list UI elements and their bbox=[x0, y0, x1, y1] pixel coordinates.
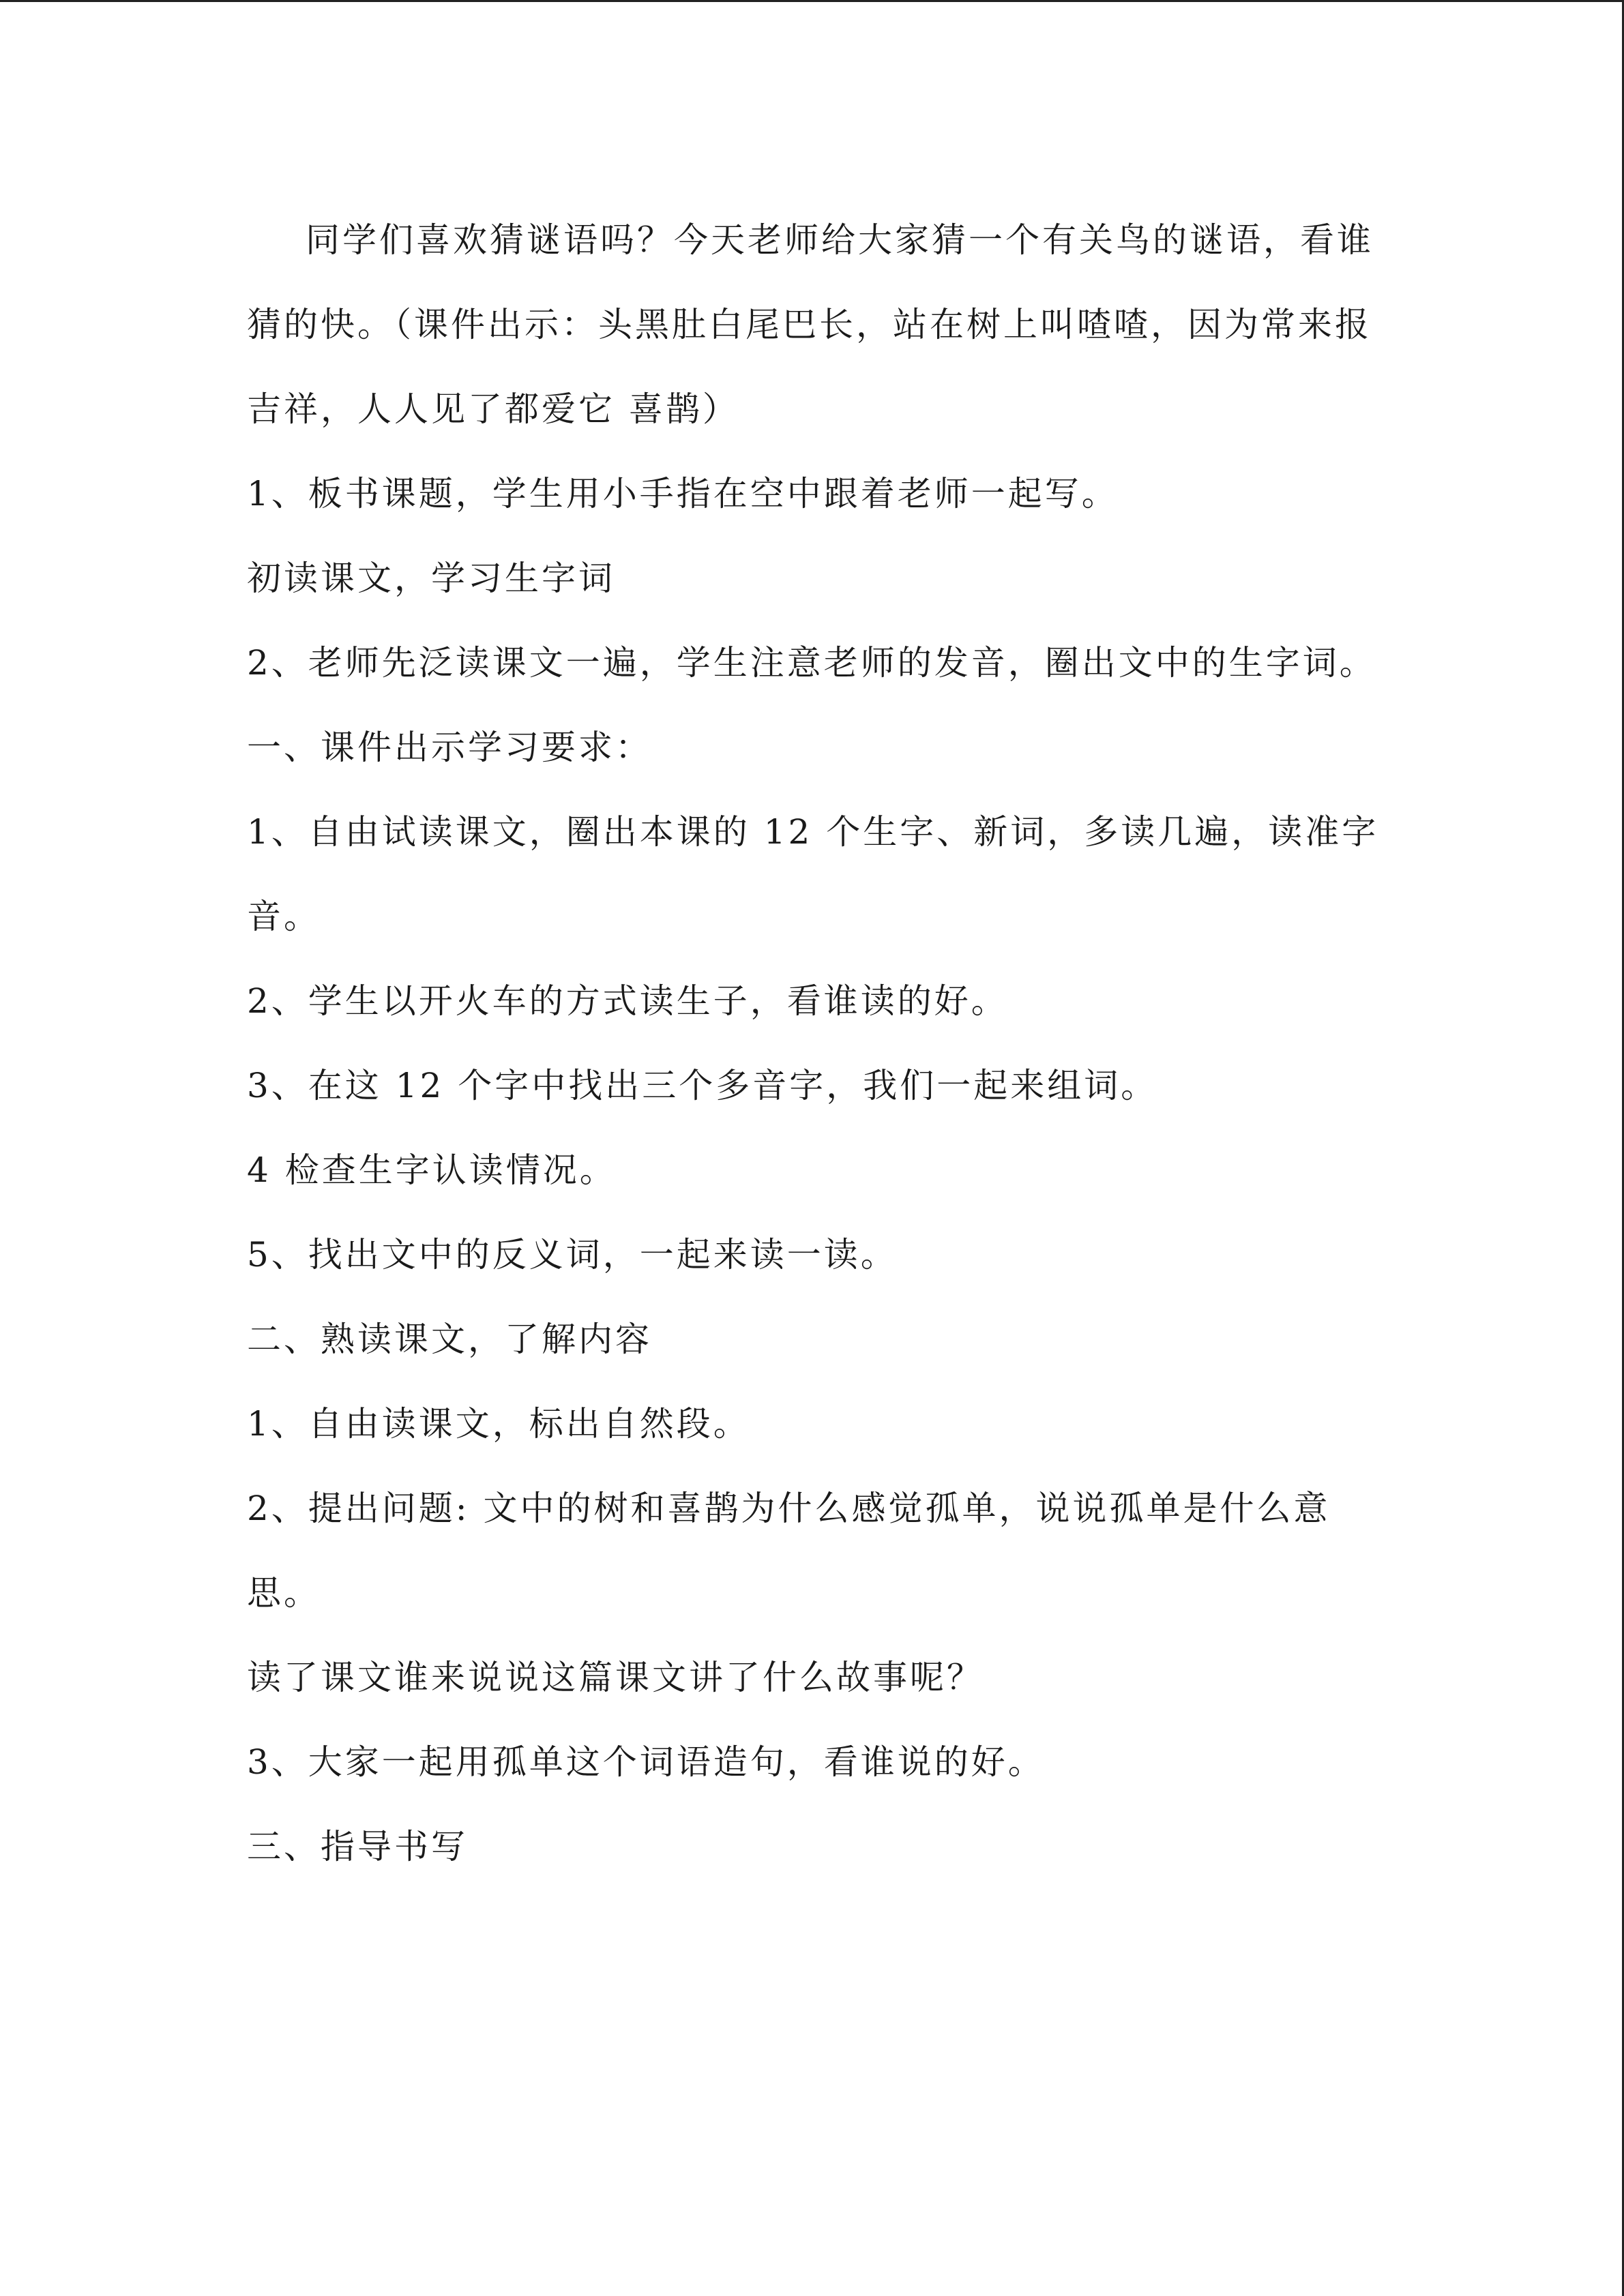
section-two-item-2: 2、提出问题: 文中的树和喜鹊为什么感觉孤单，说说孤单是什么意思。 bbox=[247, 1489, 1331, 1613]
step-write-title: 1、板书课题，学生用小手指在空中跟着老师一起写。 bbox=[247, 474, 1119, 513]
requirement-item-4: 4 检查生字认读情况。 bbox=[247, 1150, 617, 1190]
section-two-item-1: 1、自由读课文，标出自然段。 bbox=[247, 1404, 750, 1444]
requirement-item-3: 3、在这 12 个字中找出三个多音字，我们一起来组词。 bbox=[247, 1066, 1158, 1105]
step-teacher-reading: 2、老师先泛读课文一遍，学生注意老师的发音，圈出文中的生字词。 bbox=[247, 643, 1376, 683]
intro-paragraph: 同学们喜欢猜谜语吗？今天老师给大家猜一个有关鸟的谜语，看谁猜的快。（课件出示：头黑肚白尾巴长，站在树上叫喳喳，因为常来报吉祥，人人见了都爱它 喜鹊） bbox=[247, 220, 1374, 429]
requirement-item-2: 2、学生以开火车的方式读生子，看谁读的好。 bbox=[247, 981, 1008, 1021]
page-border-top bbox=[0, 0, 1624, 2]
requirement-item-1: 1、自由试读课文，圈出本课的 12 个生字、新词，多读几遍，读准字音。 bbox=[247, 812, 1379, 936]
section-two-heading: 二、熟读课文，了解内容 bbox=[247, 1320, 652, 1359]
document-body bbox=[247, 198, 1379, 1889]
section-first-reading: 初读课文，学习生字词 bbox=[247, 558, 615, 598]
section-two-question: 读了课文谁来说说这篇课文讲了什么故事呢？ bbox=[247, 1658, 984, 1697]
section-two-item-3: 3、大家一起用孤单这个词语造句，看谁说的好。 bbox=[247, 1742, 1045, 1782]
section-three-heading: 三、指导书写 bbox=[247, 1827, 468, 1866]
section-one-heading: 一、课件出示学习要求： bbox=[247, 728, 652, 767]
requirement-item-5: 5、找出文中的反义词，一起来读一读。 bbox=[247, 1235, 898, 1274]
